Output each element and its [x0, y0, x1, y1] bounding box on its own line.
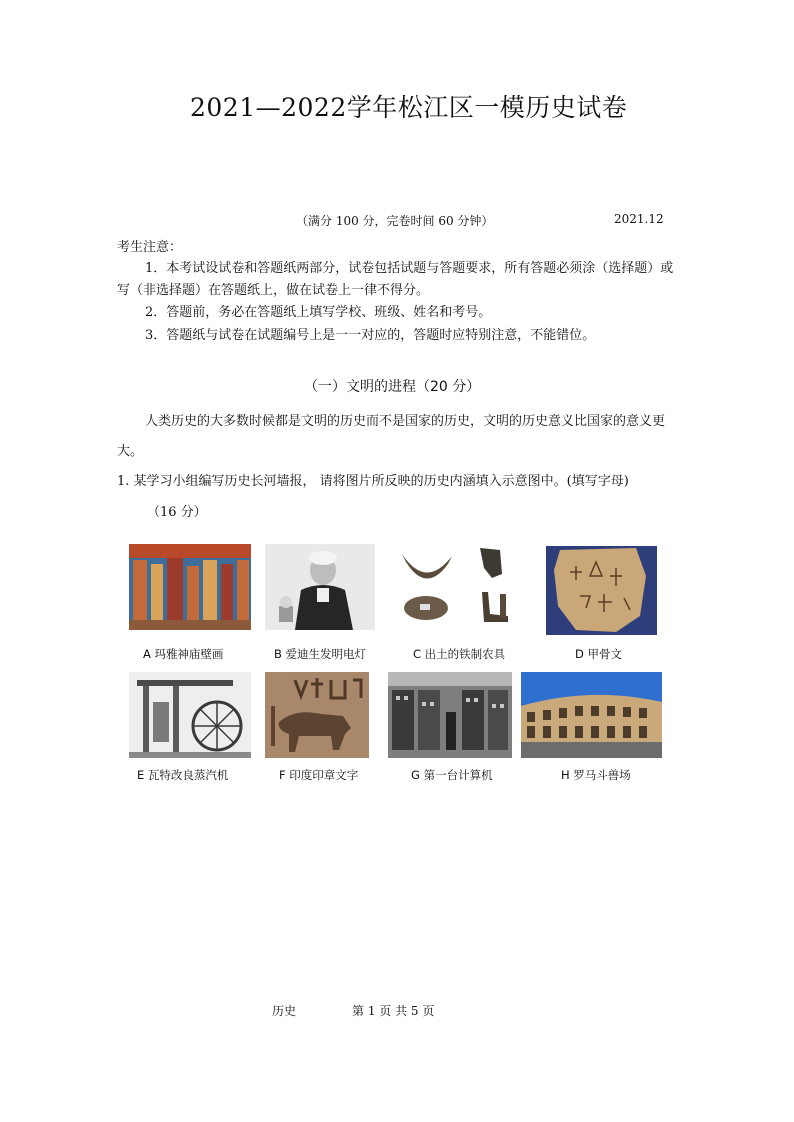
section-title: （一）文明的进程（20 分） [304, 379, 481, 395]
mural-image [129, 544, 251, 630]
image-caption: C 出土的铁制农具 [413, 647, 506, 661]
image-caption: H 罗马斗兽场 [561, 768, 631, 782]
image-caption: F 印度印章文字 [279, 768, 359, 782]
seal-image [265, 672, 369, 758]
image-caption: B 爱迪生发明电灯 [274, 647, 367, 661]
notice-item: 1．本考试设试卷和答题纸两部分，试卷包括试题与答题要求，所有答题必须涂（选择题）或写（非选择题）在答题纸上，做在试卷上一律不得分。 [117, 261, 674, 298]
question-1-score: （16 分） [147, 505, 207, 520]
question-1-text: 1. 某学习小组编写历史长河墙报， 请将图片所反映的历史内涵填入示意图中。(填写字母) [117, 474, 629, 489]
score-time-info: （满分 100 分，完卷时间 60 分钟） [296, 214, 494, 228]
footer-page-number: 第 1 页 共 5 页 [352, 1004, 435, 1018]
oracle-bone-image [546, 546, 657, 635]
footer-subject: 历史 [272, 1004, 297, 1018]
tools-image [396, 544, 522, 630]
exam-date: 2021.12 [614, 212, 664, 226]
image-caption: G 第一台计算机 [411, 768, 493, 782]
page-title: 2021—2022学年松江区一模历史试卷 [190, 93, 628, 122]
portrait-image [265, 544, 375, 630]
notice-heading: 考生注意： [117, 240, 183, 255]
steam-engine-image [129, 672, 251, 758]
notice-item: 2．答题前，务必在答题纸上填写学校、班级、姓名和考号。 [145, 305, 492, 320]
image-caption: D 甲骨文 [575, 647, 623, 661]
image-caption: A 玛雅神庙壁画 [143, 647, 224, 661]
computer-image [388, 672, 512, 758]
notice-item: 3．答题纸与试卷在试题编号上是一一对应的，答题时应特别注意，不能错位。 [145, 328, 596, 343]
image-caption: E 瓦特改良蒸汽机 [137, 768, 229, 782]
colosseum-image [521, 672, 662, 758]
intro-paragraph: 人类历史的大多数时候都是文明的历史而不是国家的历史，文明的历史意义比国家的意义更大。 [117, 414, 666, 459]
